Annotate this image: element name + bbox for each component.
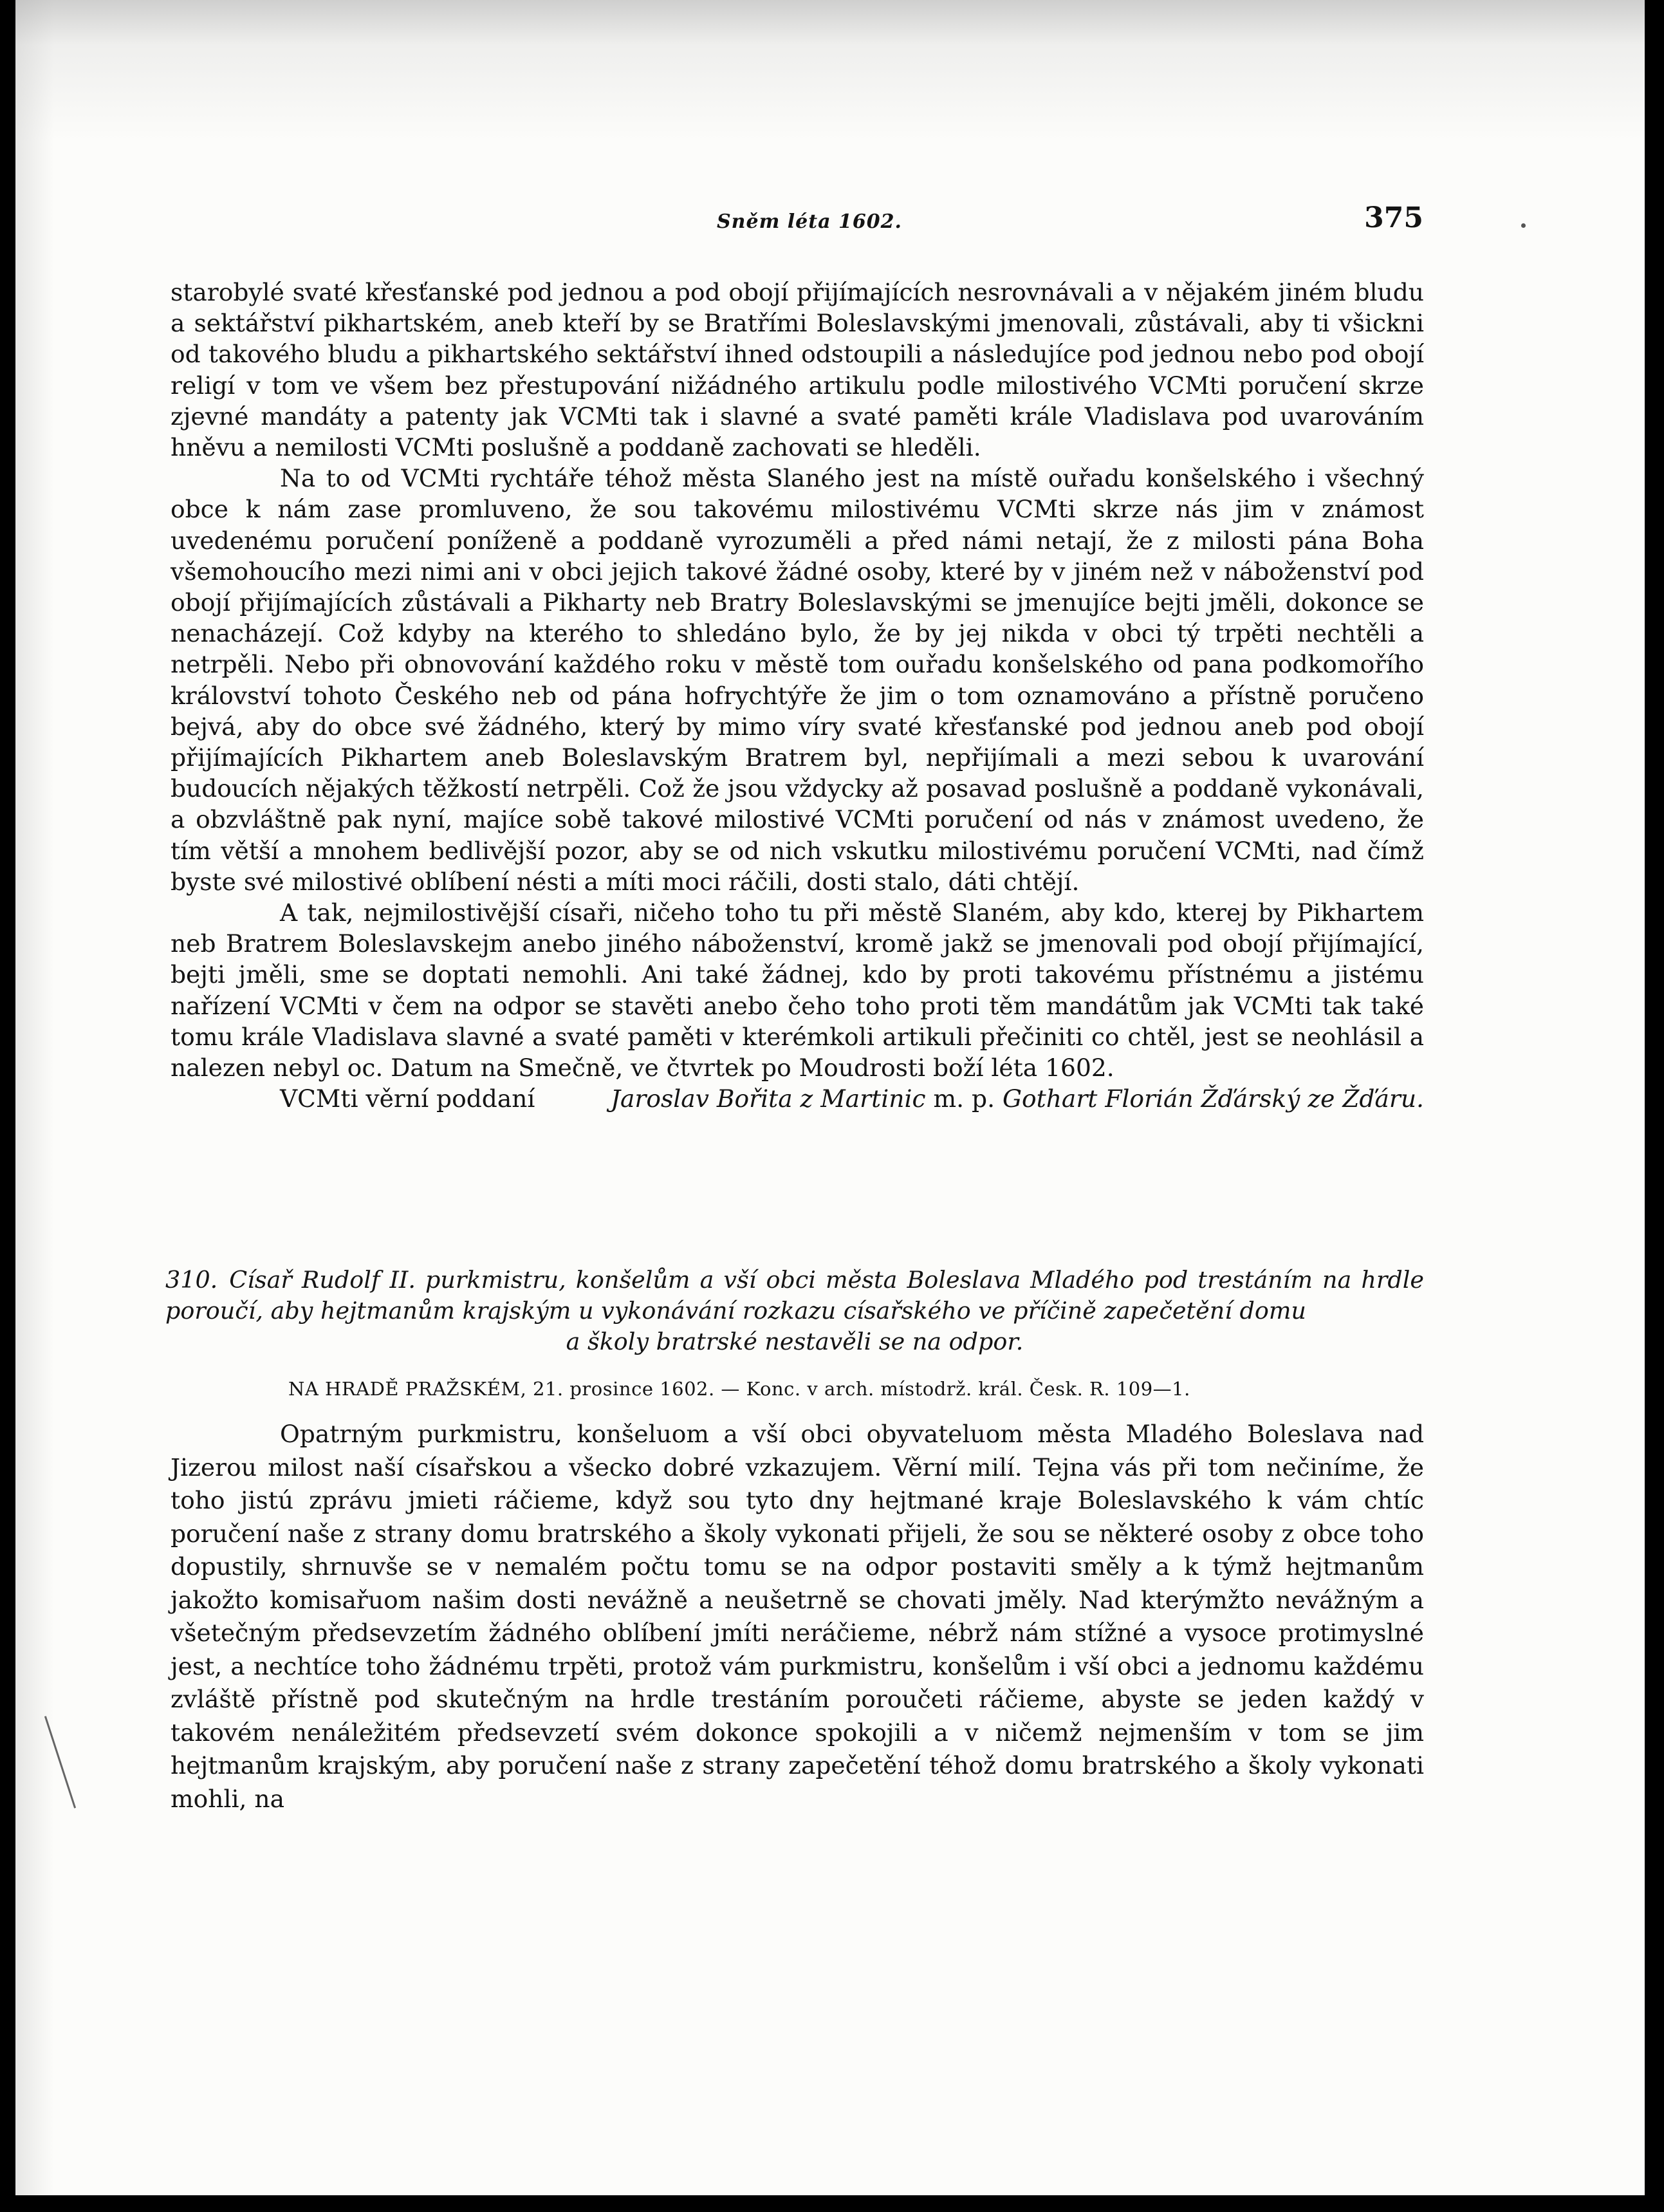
letter-text: [171, 1418, 1424, 1816]
paragraph-3: A tak, nejmilostivější císaři, ničeho toho tu při městě Slaném, aby kdo, kterej by Pikhartem neb Bratrem Boleslavskejm anebo jiného náboženství, kromě jakž se jmenovali pod obojí přijímající, bejti jměli, sme se doptati nemohli. Ani také žádnej, kdo by proti takovému přístnému a jistému nařízení VCMti v čem na odpor se stavěti anebo čeho toho proti těm mandátům jak VCMti tak také tomu krále Vladislava slavné a svaté paměti v kterémkoli artikuli přečiniti co chtěl, jest se neohlásil a nalezen nebyl oc. Datum na Smečně, ve čtvrtek po Moudrosti boží léta 1602.: [171, 898, 1424, 1083]
document-number: 310.: [165, 1266, 218, 1294]
signature-line: [171, 1083, 1424, 1114]
signer-1: Jaroslav Bořita z Martinic: [610, 1084, 926, 1113]
document-title-text: Císař Rudolf II. purkmistru, konšelům a vší obci města Boleslava Mladého pod trestáním na hrdle poroučí, aby hejtmanům krajským u vykonávání rozkazu císařského ve příčině zapečetění domu: [165, 1266, 1424, 1324]
document-heading: [165, 1265, 1424, 1357]
signature-closing: VCMti věrní poddaní: [280, 1084, 535, 1113]
running-title: Sněm léta 1602.: [717, 210, 902, 233]
page-header: [643, 201, 1423, 253]
paragraph-1: starobylé svaté křesťanské pod jednou a pod obojí přijímajících nesrovnávali a v nějakém jiném bludu a sektářství pikhartském, aneb kteří by se Bratřími Boleslavskými jmenovali, zůstávali, aby ti všickni od takového bludu a pikhartského sektářství ihned odstoupili a následujíce pod jednou nebo pod obojí religí v tom ve všem bez přestupování nižádného artikulu podle milostivého VCMti poručení skrze zjevné mandáty a patenty jak VCMti tak i slavné a svaté paměti krále Vladislava pod uvarováním hněvu a nemilosti VCMti poslušně a poddaně zachovati se hleděli.: [171, 278, 1424, 462]
signature-names: [611, 1083, 1424, 1114]
manu-propria: m. p.: [933, 1084, 995, 1113]
paragraph-2: Na to od VCMti rychtáře téhož města Slaného jest na místě ouřadu konšelského i všechný obce k nám zase promluveno, že sou takovému milostivému VCMti skrze nás jim v známost uvedenému poručení poníženě a poddaně vyrozuměli a před námi netají, že z milosti pána Boha všemohoucího mezi nimi ani v obci jejich takové žádné osoby, které by v jiném než v náboženství pod obojí přijímajících zůstávali a Pikharty neb Bratry Boleslavskými se jmenujíce bejti jměli, dokonce se nenacházejí. Což kdyby na kterého to shledáno bylo, že by jej nikda v obci tý trpěti nechtěli a netrpěli. Nebo při obnovování každého roku v městě tom ouřadu konšelského od pana podkomořího království tohoto Českého neb od pána hofrychtýře že jim o tom oznamováno a přístně poručeno bejvá, aby do obce své žádného, který by mimo víry svaté křesťanské pod jednou aneb pod obojí přijímajících Pikhartem aneb Boleslavským Bratrem byl, nepřijímali a mezi sebou k uvarování budoucích nějakých těžkostí netrpěli. Což že jsou vždycky až posavad poslušně a poddaně vykonávali, a obzvláštně pak nyní, majíce sobě takové milostivé VCMti poručení od nás v známost uvedeno, že tím větší a mnohem bedlivější pozor, aby se od nich vskutku milostivému poručení VCMti, nad čímž byste své milostivé oblíbení nésti a míti moci ráčili, dosti stalo, dáti chtějí.: [171, 464, 1424, 896]
page-number: 375: [1364, 201, 1423, 234]
document-title-last: a školy bratrské nestavěli se na odpor.: [566, 1328, 1024, 1355]
body-text: [171, 277, 1424, 1114]
document-title-main: [165, 1265, 1424, 1326]
ink-dot: [1521, 223, 1526, 228]
letter-paragraph: Opatrným purkmistru, konšeluom a vší obci obyvateluom města Mladého Boleslava nad Jizerou milost naší císařskou a všecko dobré vzkazujem. Věrní milí. Tejna vás při tom nečiníme, že toho jistú zprávu jmieti ráčieme, když sou tyto dny hejtmané kraje Boleslavského k vám chtíc poručení naše z strany domu bratrského a školy vykonati přijeli, že sou se některé osoby z obce toho dopustily, shrnuvše se v nemalém počtu tomu se na odpor postaviti směly a k týmž hejtmanům jakožto komisařuom našim dosti nevážně a neušetrně se chovati jměly. Nad kterýmžto nevážným a všetečným předsevzetím žádného oblíbení jmíti neráčieme, nébrž nám stížné a vysoce protimyslné jest, a nechtíce toho žádnému trpěti, protož vám purkmistru, konšelům i vší obci a jednomu každému zvláště přístně pod skutečným na hrdle trestáním poroučeti ráčieme, abyste se jeden každý v takovém nenáležitém předsevzetí svém dokonce spokojili a v ničemž nejmenším v tom se jim hejtmanům krajským, aby poručení naše z strany zapečetění téhož domu bratrského a školy vykonati mohli, na: [171, 1420, 1424, 1813]
signer-2: Gothart Florián Žďárský ze Žďáru.: [1002, 1084, 1424, 1113]
source-citation: NA HRADĚ PRAŽSKÉM, 21. prosince 1602. — Konc. v arch. místodrž. král. Česk. R. 109—1.: [288, 1378, 1190, 1400]
